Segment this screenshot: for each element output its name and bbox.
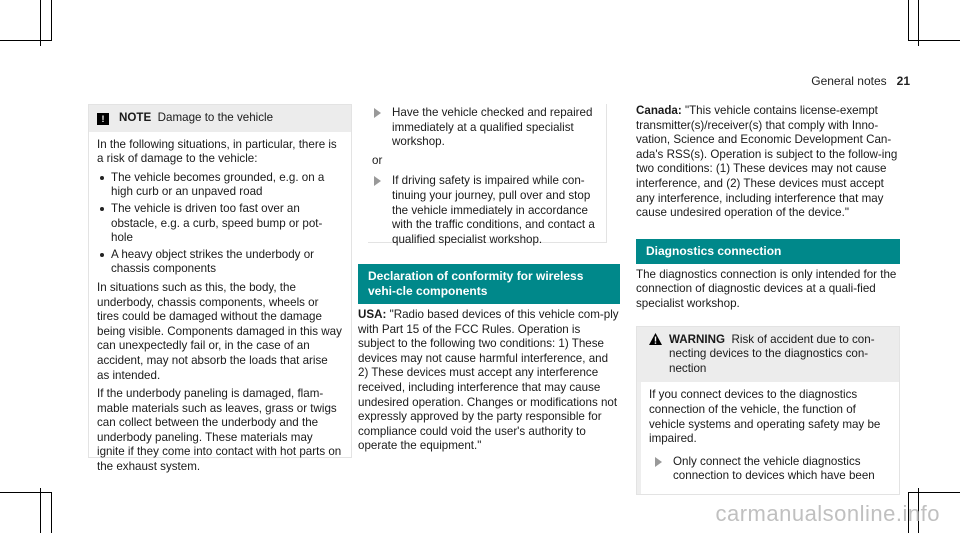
step-arrow-icon [655, 457, 662, 467]
warning-triangle-icon [649, 333, 662, 345]
page-number: 21 [896, 74, 910, 88]
declaration-section [358, 264, 620, 458]
note-label: NOTE [119, 111, 152, 124]
list-item: A heavy object strikes the underbody or chassis components [97, 248, 343, 277]
crop-mark [908, 492, 960, 493]
exclamation-icon: ! [97, 113, 109, 125]
note-steps-box [368, 104, 607, 246]
step-item [649, 455, 891, 484]
note-header [89, 105, 351, 132]
note-title: Damage to the vehicle [157, 111, 274, 124]
warning-header [637, 327, 899, 383]
crop-mark [51, 0, 52, 40]
warning-box [636, 326, 900, 495]
warning-body [637, 382, 899, 494]
list-item: The vehicle becomes grounded, e.g. on a high curb or an unpaved road [97, 171, 343, 200]
canada-paragraph [636, 104, 900, 221]
note-paragraph-2: If the underbody paneling is damaged, flam-mable materials such as leaves, grass or twigs can collect between the underbody and the underbody paneling. These materials may ignite if they come into contact with hot parts on the exhaust system. [97, 387, 342, 474]
step-text: Only connect the vehicle diagnostics connection to devices which have been [673, 454, 875, 483]
crop-mark [51, 492, 52, 533]
header-title: General notes [811, 74, 887, 88]
page-header [811, 74, 910, 88]
or-text: or [372, 153, 383, 167]
watermark: carmanualsonline.info [715, 501, 940, 526]
note-body [89, 132, 351, 487]
step-item [368, 106, 606, 150]
canada-text: "This vehicle contains license-exempt transmitter(s)/receiver(s) that comply with Inno-vation, Science and Economic Development Can-ada's RSS(s). Operation is subject to the follow-ing two conditions: (1) These devices may not cause interference, and (2) These devices must accept any interference, including interference that may cause undesired operation of the device." [636, 104, 898, 220]
note-bullet-list [97, 171, 343, 277]
diagnostics-heading: Diagnostics connection [636, 239, 900, 264]
warning-title: Risk of accident due to con-necting devices to the diagnostics con-nection [669, 332, 875, 375]
canada-label: Canada: [636, 104, 682, 117]
note-box [88, 104, 352, 474]
step-text: If driving safety is impaired while con-tinuing your journey, pull over and stop the vehicle immediately in accordance with the traffic conditions, and contact a qualified specialist workshop. [392, 174, 595, 246]
warning-label: WARNING [669, 332, 726, 346]
usa-text: "Radio based devices of this vehicle com-ply with Part 15 of the FCC Rules. Operation is subject to the following two conditions: 1) These devices may not cause harmful interference, and 2) These devices must accept any interference received, including interference that may cause undesired operation. Changes or modifications not expressly approved by the party responsible for compliance could void the user's authority to operate the equipment." [358, 308, 619, 453]
step-text: Have the vehicle checked and repaired immediately at a qualified specialist workshop. [392, 106, 593, 149]
crop-mark [0, 492, 52, 493]
usa-label: USA: [358, 308, 387, 321]
warning-text: If you connect devices to the diagnostics connection of the vehicle, the function of vehicle systems and operating safety may be impaired. [649, 388, 881, 446]
right-column [636, 104, 900, 495]
note-paragraph-1: In situations such as this, the body, the underbody, chassis components, wheels or tires could be damaged without the damage being visible. Components damaged in this way can unexpectedly fail or, in the case of an accident, may not absorb the loads that arise as intended. [97, 280, 342, 382]
list-item: The vehicle is driven too fast over an obstacle, e.g. a curb, speed bump or pot-hole [97, 202, 343, 246]
crop-mark [40, 488, 41, 533]
step-arrow-icon [374, 176, 381, 186]
crop-mark [0, 40, 52, 41]
step-arrow-icon [374, 108, 381, 118]
declaration-heading: Declaration of conformity for wireless vehi-cle components [358, 264, 620, 304]
step-item [368, 174, 606, 247]
crop-mark [908, 40, 960, 41]
crop-mark [908, 0, 909, 40]
diagnostics-text: The diagnostics connection is only intended for the connection of diagnostic devices at a quali-fied specialist workshop. [636, 267, 897, 310]
note-intro: In the following situations, in particular, there is a risk of damage to the vehicle: [97, 137, 337, 166]
